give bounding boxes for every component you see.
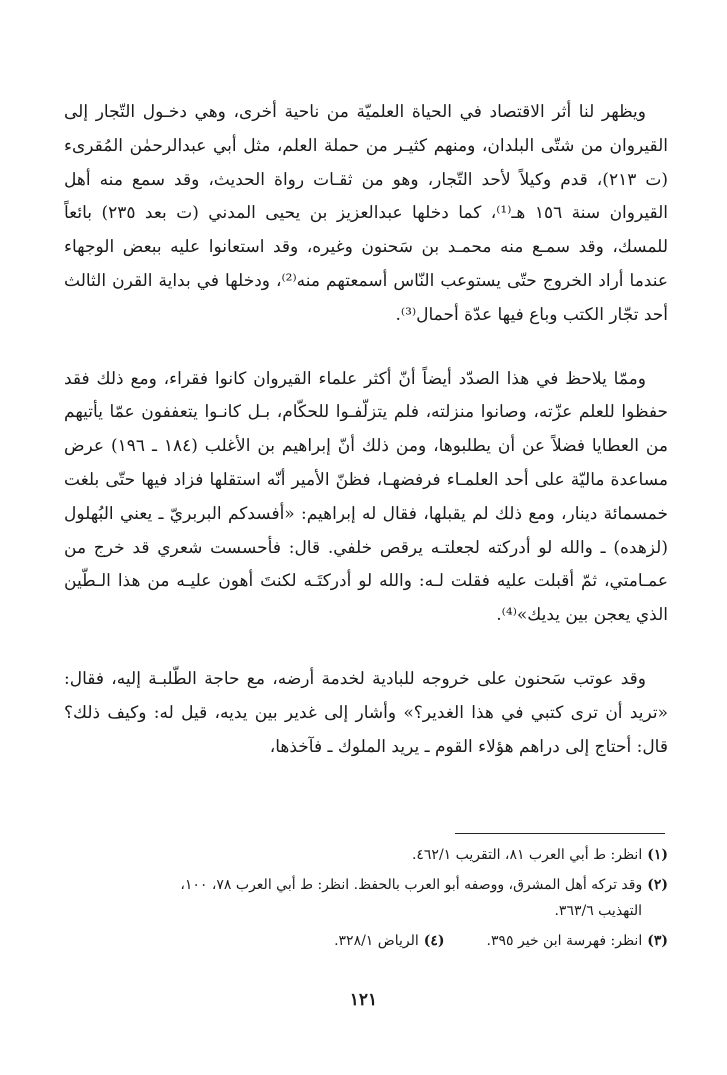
- footnote-text: انظر: ط أبي العرب ٨١، التقريب ٤٦٢/١.: [411, 847, 643, 863]
- footnote-text: وقد تركه أهل المشرق، ووصفه أبو العرب بالحفظ. انظر: ط أبي العرب ٧٨، ١٠٠،: [180, 877, 643, 893]
- footnotes: [64, 842, 668, 958]
- page-number: ١٢١: [349, 990, 378, 1010]
- footnote-number: (٢): [647, 877, 668, 893]
- footnote-row: [64, 928, 668, 958]
- paragraph-text: وقد عوتب سَحنون على خروجه للبادية لخدمة أرضه، مع حاجة الطّلبـة إليه، فقال: «تريد أن ترى كتبي في هذا الغدير؟» وأشار إلى غدير بين يديه، قيل له: وكيف ذلك؟ قال: أحتاج إلى دراهم هؤلاء القوم ـ يريد الملوك ـ فآخذها،: [64, 668, 668, 757]
- footnote-number: (٣): [647, 933, 668, 949]
- footnote-number: (١): [647, 847, 668, 863]
- paragraph-text: وممّا يلاحظ في هذا الصدّد أيضاً أنّ أكثر علماء القيروان كانوا فقراء، ومع ذلك فقد حفظوا للعلم عزّته، وصانوا منزلته، فلم يتزلّفـوا للحكّام، بـل كانـوا يتعففون عمّا يأتيهم من العطايا فضلاً عن أن يطلبوها، ومن ذلك أنّ إبراهيم بن الأغلب (١٨٤ ـ ١٩٦) عرض مساعدة ماليّة على أحد العلمـاء فرفضهـا، فظنّ الأمير أنّه استقلها فزاد فيها حتّى بلغت خمسمائة دينار، ومع ذلك لم يقبلها، فقال له إبراهيم: «أفسدكم البربريّ ـ يعني البُهلول (لزهده) ـ والله لو أدركته لجعلتـه يرقص خلفي. قال: فأحسست شعري قد خرج من عمـامتي، ثمّ أقبلت عليه فقلت لـه: والله لو أدركتَـه لكنتَ أهون عليـه من هذا الـطّين الذي يعجن بين يديك»⁽⁴⁾.: [64, 368, 668, 626]
- footnote-text: انظر: فهرسة ابن خير ٣٩٥.: [486, 933, 643, 949]
- footnote-2: [64, 872, 668, 924]
- main-text: [64, 96, 668, 794]
- paragraph-text: ويظهر لنا أثر الاقتصاد في الحياة العلميّة من ناحية أخرى، وهي دخـول التّجار إلى القيروان من شتّى البلدان، ومنهم كثيـر من حملة العلم، مثل أبي عبدالرحمٰن المُقرىء (ت ٢١٣)، قدم وكيلاً لأحد التّجار، وهو من ثقـات رواة الحديث، وقد سمع منه أهل القيروان سنة ١٥٦ هـ⁽¹⁾، كما دخلها عبدالعزيز بن يحيى المدني (ت بعد ٢٣٥) بائعاً للمسك، وقد سمـع منه محمـد بن سَحنون وغيره، وقد استعانوا عليه ببعض الوجهاء عندما أراد الخروج حتّى يستوعب النّاس أسمعتهم منه⁽²⁾، ودخلها في بداية القرن الثالث أحد تجّار الكتب وباع فيها عدّة أحمال⁽³⁾.: [64, 102, 669, 325]
- paragraph-sahnun: [64, 663, 668, 764]
- footnote-text: الرياض ٣٢٨/١.: [334, 933, 419, 949]
- footnote-1: [64, 842, 668, 868]
- paragraph-economy-trade: [64, 96, 668, 333]
- footnote-text-continued: التهذيب ٣٦٣/٦.: [554, 903, 642, 919]
- footnote-separator: [455, 833, 665, 834]
- footnote-3: [487, 928, 668, 954]
- footnote-4: [334, 928, 444, 954]
- footnote-number: (٤): [423, 933, 445, 949]
- paragraph-scholars-poverty: [64, 363, 668, 633]
